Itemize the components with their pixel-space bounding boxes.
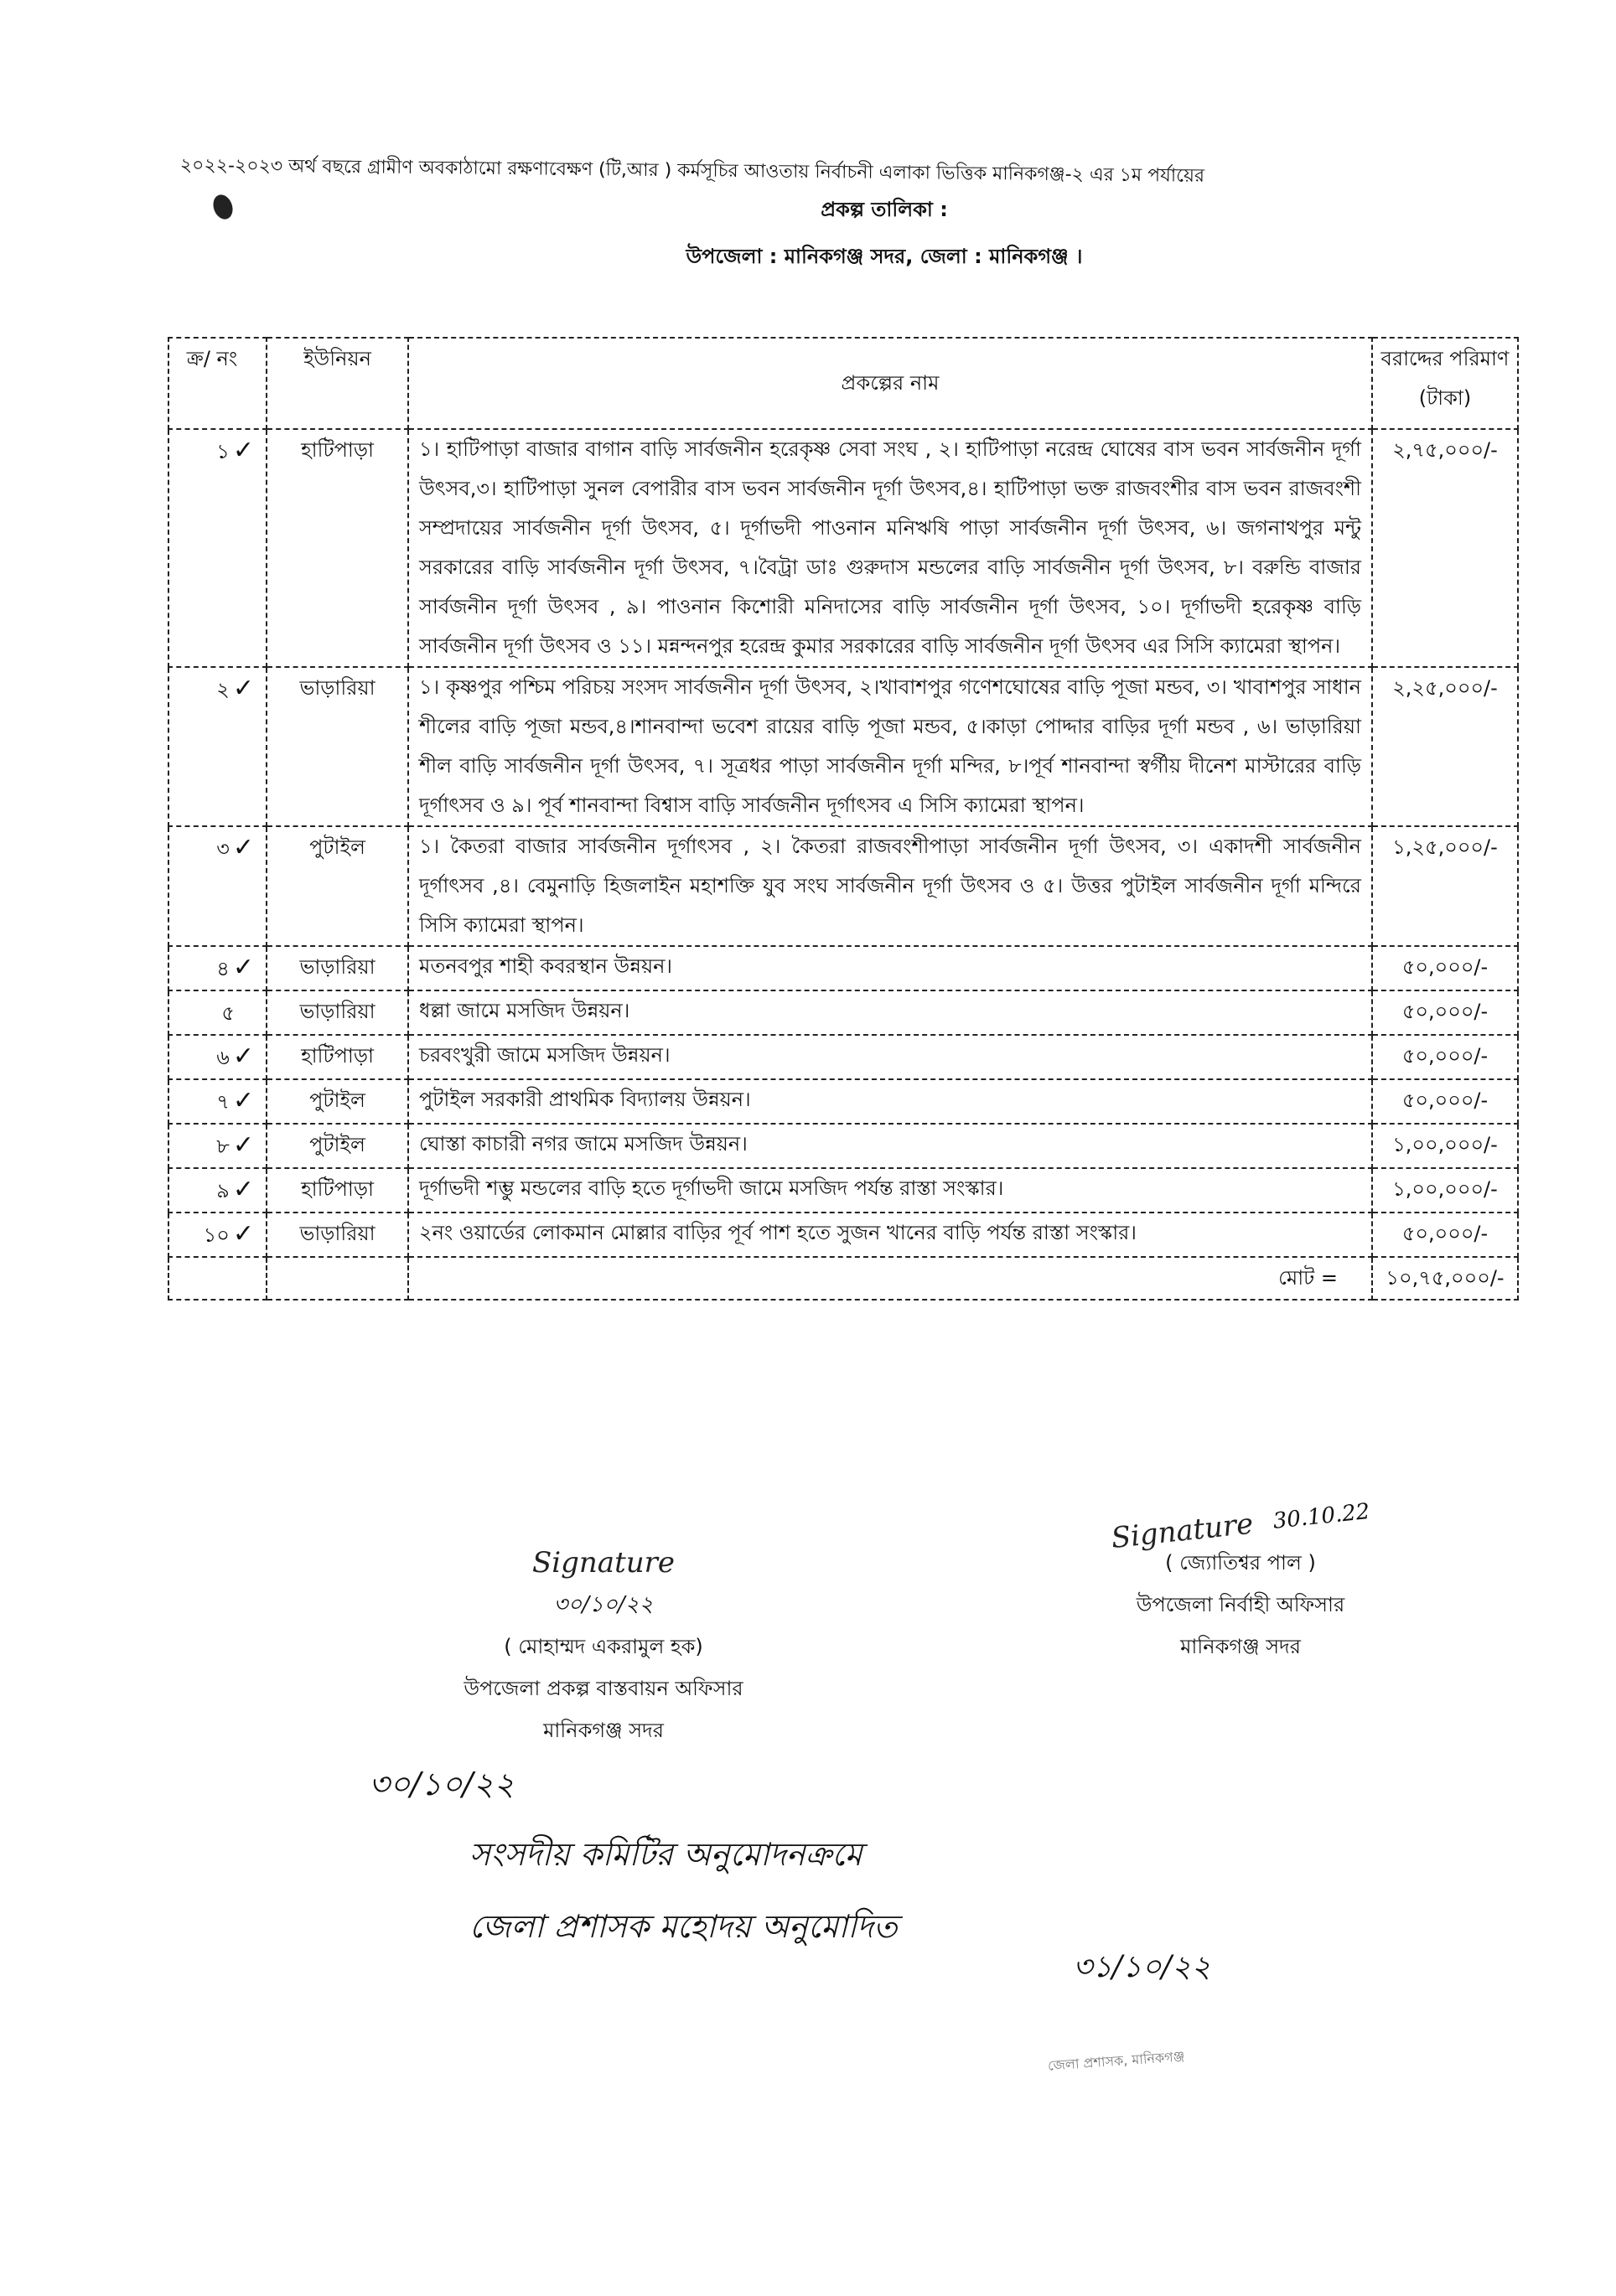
total-empty-cell [168, 1257, 267, 1300]
amount-cell: ৫০,০০০/- [1372, 946, 1518, 990]
signature-block-right [1064, 1498, 1417, 1668]
union-cell: পুটাইল [267, 1079, 408, 1124]
project-name-cell: ২নং ওয়ার্ডের লোকমান মোল্লার বাড়ির পূর্ব পাশ হতে সুজন খানের বাড়ি পর্যন্ত রাস্তা সংস্কার। [408, 1213, 1372, 1257]
total-label: মোট = [408, 1257, 1372, 1300]
serial-cell [168, 1124, 267, 1168]
checkmark-icon: ✓ [232, 1175, 254, 1204]
checkmark-icon: ✓ [232, 1219, 254, 1249]
amount-cell: ১,০০,০০০/- [1372, 1124, 1518, 1168]
header-union: ইউনিয়ন [267, 338, 408, 429]
header-project-name: প্রকল্পের নাম [408, 338, 1372, 429]
checkmark-icon: ✓ [232, 1086, 254, 1115]
approval-note [469, 1818, 898, 1962]
document-header [180, 151, 1588, 275]
amount-cell: ৫০,০০০/- [1372, 1213, 1518, 1257]
project-name-cell: ঘোস্তা কাচারী নগর জামে মসজিদ উন্নয়ন। [408, 1124, 1372, 1168]
union-cell: ভাড়ারিয়া [267, 946, 408, 990]
serial-number: ১ [216, 440, 230, 463]
approval-note-line2: জেলা প্রশাসক মহোদয় অনুমোদিত [469, 1908, 898, 1945]
serial-number: ১০ [203, 1223, 230, 1247]
total-empty-cell [267, 1257, 408, 1300]
checkmark-icon [238, 997, 254, 1026]
table-row [168, 1168, 1518, 1213]
serial-number: ৮ [216, 1135, 230, 1158]
union-cell: হাটিপাড়া [267, 429, 408, 667]
table-row [168, 990, 1518, 1035]
table-row [168, 1213, 1518, 1257]
approval-note-line1: সংসদীয় কমিটির অনুমোদনক্রমে [469, 1836, 862, 1873]
checkmark-icon: ✓ [232, 953, 254, 982]
project-name-cell: মতনবপুর শাহী কবরস্থান উন্নয়ন। [408, 946, 1372, 990]
checkmark-icon: ✓ [232, 1042, 254, 1071]
approval-stamp: জেলা প্রশাসক, মানিকগঞ্জ [1047, 2048, 1185, 2074]
serial-cell [168, 826, 267, 946]
table-row [168, 1035, 1518, 1079]
amount-cell: ২,২৫,০০০/- [1372, 667, 1518, 826]
header-amount [1372, 338, 1518, 429]
signatory-name-left: ( মোহাম্মদ একরামুল হক) [504, 1635, 703, 1658]
serial-number: ৪ [216, 957, 230, 980]
serial-cell [168, 1035, 267, 1079]
serial-number: ৫ [221, 1001, 235, 1025]
project-name-cell: ধল্লা জামে মসজিদ উন্নয়ন। [408, 990, 1372, 1035]
serial-number: ৯ [216, 1179, 230, 1202]
signatory-designation-right: উপজেলা নির্বাহী অফিসার [1136, 1593, 1345, 1616]
project-name-cell: দূর্গাভদী শম্ভু মন্ডলের বাড়ি হতে দূর্গাভদী জামে মসজিদ পর্যন্ত রাস্তা সংস্কার। [408, 1168, 1372, 1213]
table-header-row [168, 338, 1518, 429]
serial-cell [168, 1168, 267, 1213]
amount-cell: ৫০,০০০/- [1372, 1079, 1518, 1124]
amount-cell: ৫০,০০০/- [1372, 990, 1518, 1035]
table-body [168, 429, 1518, 1257]
serial-cell [168, 1213, 267, 1257]
signatory-name-right: ( জ্যোতিশ্বর পাল ) [1165, 1551, 1316, 1575]
amount-cell: ৫০,০০০/- [1372, 1035, 1518, 1079]
serial-number: ৬ [216, 1046, 230, 1069]
checkmark-icon: ✓ [232, 1130, 254, 1160]
project-name-cell: পুটাইল সরকারী প্রাথমিক বিদ্যালয় উন্নয়ন। [408, 1079, 1372, 1124]
signature-block-left [369, 1542, 838, 1751]
union-cell: ভাড়ারিয়া [267, 1213, 408, 1257]
amount-cell: ২,৭৫,০০০/- [1372, 429, 1518, 667]
approval-initial-date: ৩১/১০/২২ [1073, 1950, 1211, 1984]
signatory-designation-left: উপজেলা প্রকল্প বাস্তবায়ন অফিসার [464, 1677, 743, 1700]
union-cell: হাটিপাড়া [267, 1168, 408, 1213]
union-cell: ভাড়ারিয়া [267, 990, 408, 1035]
project-name-cell: ১। হাটিপাড়া বাজার বাগান বাড়ি সার্বজনীন হরেকৃষ্ণ সেবা সংঘ , ২। হাটিপাড়া নরেন্দ্র ঘোষের বাস ভবন সার্বজনীন দূর্গা উৎসব,৩। হাটিপাড়া সুনল বেপারীর বাস ভবন সার্বজনীন দূর্গা উৎসব,৪। হাটিপাড়া ভক্ত রাজবংশীর বাস ভবন রাজবংশী সম্প্রদায়ের সার্বজনীন দূর্গা উৎসব, ৫। দূর্গাভদী পাওনান মনিঋষি পাড়া সার্বজনীন দূর্গা উৎসব, ৬। জগনাথপুর মন্টু সরকারের বাড়ি সার্বজনীন দূর্গা উৎসব, ৭।বৈট্রা ডাঃ গুরুদাস মন্ডলের বাড়ি সার্বজনীন দূর্গা উৎসব, ৮। বরুন্ডি বাজার সার্বজনীন দূর্গা উৎসব , ৯। পাওনান কিশোরী মনিদাসের বাড়ি সার্বজনীন দূর্গা উৎসব, ১০। দূর্গাভদী হরেকৃষ্ণ বাড়ি সার্বজনীন দূর্গা উৎসব ও ১১। মন্নন্দনপুর হরেন্দ্র কুমার সরকারের বাড়ি সার্বজনীন দূর্গা উৎসব এর সিসি ক্যামেরা স্থাপন। [408, 429, 1372, 667]
approval-note-date: ৩০/১০/২২ [369, 1766, 515, 1802]
header-amount-label: বরাদ্দের পরিমাণ [1380, 347, 1510, 370]
union-cell: ভাড়ারিয়া [267, 667, 408, 826]
table-row [168, 1079, 1518, 1124]
serial-number: ৩ [216, 837, 230, 861]
serial-number: ৭ [216, 1090, 230, 1114]
project-name-cell: ১। কৈতরা বাজার সার্বজনীন দূর্গাৎসব , ২। কৈতরা রাজবংশীপাড়া সার্বজনীন দূর্গা উৎসব, ৩। একাদশী সার্বজনীন দূর্গাৎসব ,৪। বেমুনাড়ি হিজলাইন মহাশক্তি যুব সংঘ সার্বজনীন দূর্গা উৎসব ও ৫। উত্তর পুটাইল সার্বজনীন দূর্গা মন্দিরে সিসি ক্যামেরা স্থাপন। [408, 826, 1372, 946]
checkmark-icon: ✓ [232, 436, 254, 465]
amount-cell: ১,২৫,০০০/- [1372, 826, 1518, 946]
total-row [168, 1257, 1518, 1300]
document-title: ২০২২-২০২৩ অর্থ বছরে গ্রামীণ অবকাঠামো রক্ষণাবেক্ষণ (টি,আর ) কর্মসূচির আওতায় নির্বাচনী এলাকা ভিত্তিক মানিকগঞ্জ-২ এর ১ম পর্যায়ের [179, 154, 1205, 187]
checkmark-icon: ✓ [232, 833, 254, 862]
table-row [168, 667, 1518, 826]
document-location: উপজেলা : মানিকগঞ্জ সদর, জেলা : মানিকগঞ্জ । [686, 245, 1083, 268]
total-amount: ১০,৭৫,০০০/- [1372, 1257, 1518, 1300]
header-amount-unit: (টাকা) [1418, 386, 1472, 410]
serial-cell [168, 990, 267, 1035]
signature-date-left: ৩০/১০/২২ [553, 1592, 654, 1617]
union-cell: পুটাইল [267, 1124, 408, 1168]
signature-date-right: 30.10.22 [1272, 1498, 1371, 1534]
signatory-office-right: মানিকগঞ্জ সদর [1180, 1635, 1301, 1658]
table-row [168, 946, 1518, 990]
serial-cell [168, 1079, 267, 1124]
serial-number: ২ [216, 678, 230, 701]
header-serial: ক্র/ নং [168, 338, 267, 429]
project-name-cell: ১। কৃষ্ণপুর পশ্চিম পরিচয় সংসদ সার্বজনীন দূর্গা উৎসব, ২।খাবাশপুর গণেশঘোষের বাড়ি পূজা মন্ডব, ৩। খাবাশপুর সাধান শীলের বাড়ি পূজা মন্ডব,৪।শানবান্দা ভবেশ রায়ের বাড়ি পূজা মন্ডব, ৫।কাড়া পোদ্দার বাড়ির দূর্গা মন্ডব , ৬। ভাড়ারিয়া শীল বাড়ি সার্বজনীন দূর্গা উৎসব, ৭। সূত্রধর পাড়া সার্বজনীন দূর্গা মন্দির, ৮।পূর্ব শানবান্দা স্বর্গীয় দীনেশ মাস্টারের বাড়ি দূর্গাৎসব ও ৯। পূর্ব শানবান্দা বিশ্বাস বাড়ি সার্বজনীন দূর্গাৎসব এ সিসি ক্যামেরা স্থাপন। [408, 667, 1372, 826]
handwritten-signature-right: Signature [1109, 1507, 1256, 1556]
project-name-cell: চরবংখুরী জামে মসজিদ উন্নয়ন। [408, 1035, 1372, 1079]
table-row [168, 1124, 1518, 1168]
serial-cell [168, 667, 267, 826]
union-cell: পুটাইল [267, 826, 408, 946]
table-row [168, 429, 1518, 667]
project-table [168, 337, 1519, 1301]
union-cell: হাটিপাড়া [267, 1035, 408, 1079]
checkmark-icon: ✓ [232, 674, 254, 703]
handwritten-signature-left: Signature [531, 1546, 676, 1580]
document-subtitle: প্রকল্প তালিকা : [821, 198, 948, 221]
table-row [168, 826, 1518, 946]
amount-cell: ১,০০,০০০/- [1372, 1168, 1518, 1213]
serial-cell [168, 946, 267, 990]
serial-cell [168, 429, 267, 667]
signatory-office-left: মানিকগঞ্জ সদর [543, 1719, 664, 1742]
